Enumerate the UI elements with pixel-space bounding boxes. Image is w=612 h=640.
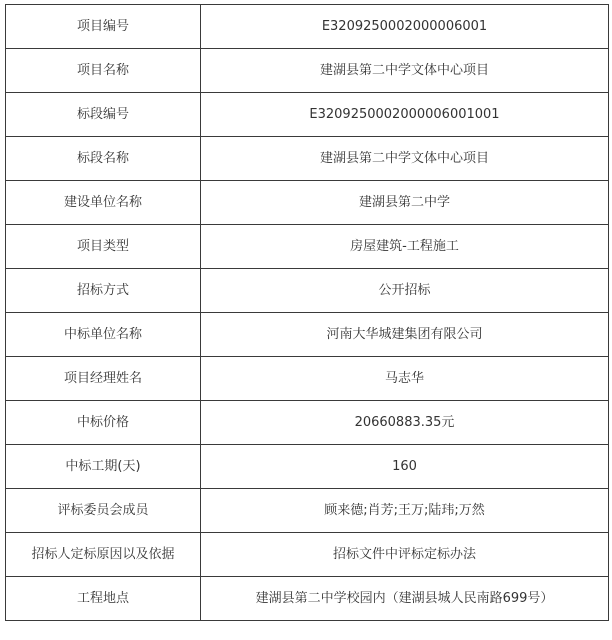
row-label: 招标人定标原因以及依据 [6,533,201,577]
table-row [6,225,609,269]
table-row [6,577,609,621]
table-row [6,489,609,533]
row-label: 项目类型 [6,225,201,269]
table-row [6,49,609,93]
table-row [6,313,609,357]
row-value: 建湖县第二中学文体中心项目 [201,137,609,181]
row-label: 标段编号 [6,93,201,137]
table-row [6,357,609,401]
row-value: 马志华 [201,357,609,401]
table-body [6,5,609,621]
table-row [6,5,609,49]
table-row [6,445,609,489]
table-row [6,269,609,313]
row-label: 中标工期(天) [6,445,201,489]
row-value: 河南大华城建集团有限公司 [201,313,609,357]
row-value: 160 [201,445,609,489]
row-value: 房屋建筑-工程施工 [201,225,609,269]
row-label: 工程地点 [6,577,201,621]
row-label: 标段名称 [6,137,201,181]
row-label: 中标价格 [6,401,201,445]
row-label: 建设单位名称 [6,181,201,225]
bid-result-table [5,4,609,621]
row-value: 顾来德;肖芳;王万;陆玮;万然 [201,489,609,533]
row-value: E3209250002000006001 [201,5,609,49]
table-row [6,137,609,181]
table-row [6,181,609,225]
table-row [6,533,609,577]
row-value: 公开招标 [201,269,609,313]
row-label: 中标单位名称 [6,313,201,357]
row-value: 20660883.35元 [201,401,609,445]
table-row [6,93,609,137]
row-value: E3209250002000006001001 [201,93,609,137]
row-label: 评标委员会成员 [6,489,201,533]
row-label: 项目经理姓名 [6,357,201,401]
row-value: 招标文件中评标定标办法 [201,533,609,577]
table-row [6,401,609,445]
row-value: 建湖县第二中学校园内（建湖县城人民南路699号） [201,577,609,621]
row-label: 招标方式 [6,269,201,313]
row-value: 建湖县第二中学文体中心项目 [201,49,609,93]
row-label: 项目编号 [6,5,201,49]
row-value: 建湖县第二中学 [201,181,609,225]
row-label: 项目名称 [6,49,201,93]
